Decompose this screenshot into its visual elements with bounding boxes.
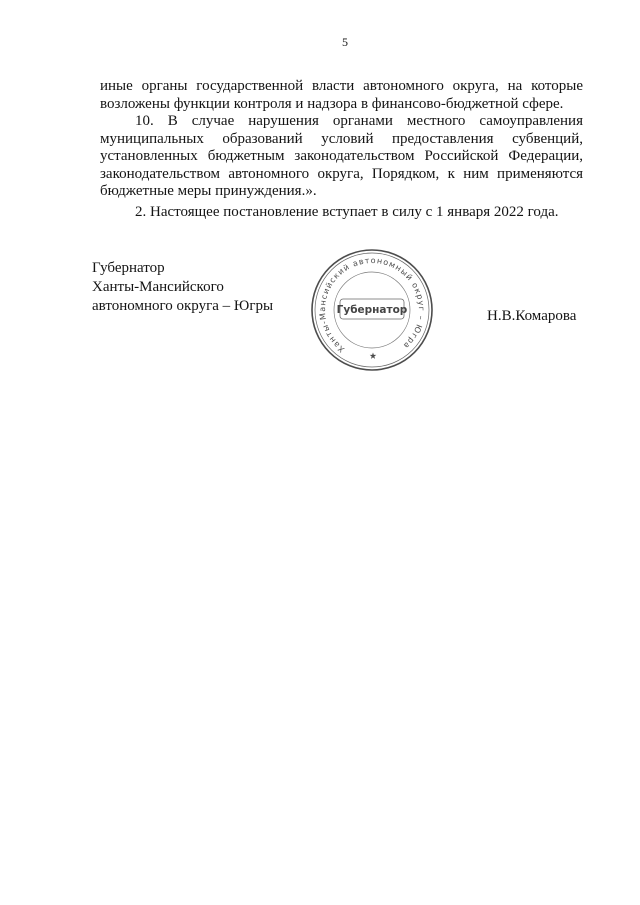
text-line: 10. В случае нарушения органами местного самоуправления xyxy=(135,113,583,129)
seal-center-text: Губернатор xyxy=(336,304,408,316)
text-line: бюджетные меры принуждения.». xyxy=(100,183,317,199)
signatory-name: Н.В.Комарова xyxy=(487,308,577,324)
page-number: 5 xyxy=(342,35,348,49)
governor-seal xyxy=(310,248,434,372)
seal-ring-text: Ханты-Мансийский автономный округ – Югра xyxy=(317,255,427,355)
text-line: установленных бюджетным законодательством Российской Федерации, xyxy=(100,148,583,164)
star-icon xyxy=(370,353,377,359)
signatory-position xyxy=(92,259,273,316)
text-line: 2. Настоящее постановление вступает в силу с 1 января 2022 года. xyxy=(135,203,559,220)
signatory-position-line: Ханты-Мансийского xyxy=(92,279,224,295)
text-line: возложены функции контроля и надзора в финансово-бюджетной сфере. xyxy=(100,95,564,112)
paragraph-item-2 xyxy=(100,204,583,222)
document-body xyxy=(100,78,583,221)
signatory-position-line: Губернатор xyxy=(92,260,165,276)
signatory-position-line: автономного округа – Югры xyxy=(92,298,274,314)
paragraph-continuation xyxy=(100,78,583,113)
paragraph-item-10 xyxy=(100,113,583,201)
text-line: муниципальных образований условий предоставления субвенций, xyxy=(100,130,583,147)
text-line: законодательством автономного округа, Порядком, к ним применяются xyxy=(100,165,583,182)
text-line: иные органы государственной власти автономного округа, на которые xyxy=(100,78,583,94)
